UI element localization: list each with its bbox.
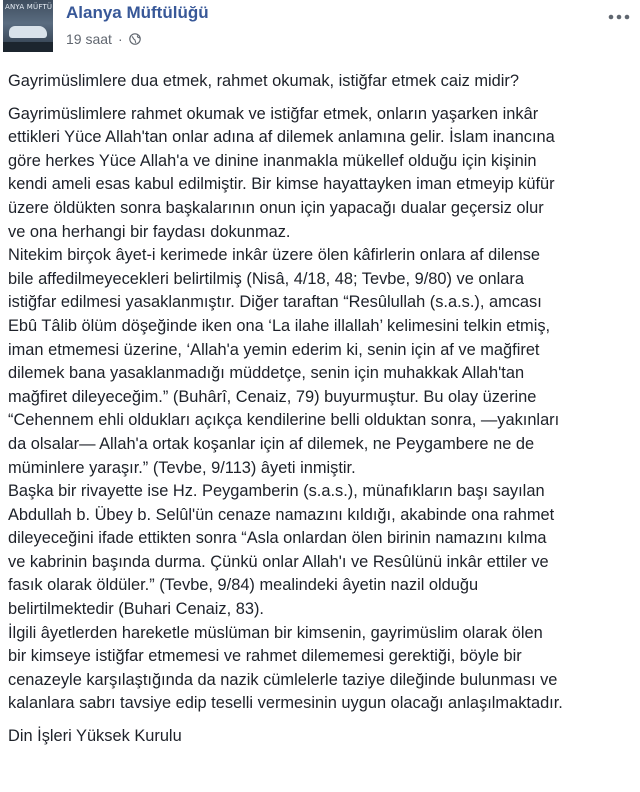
avatar-road-image: [3, 42, 53, 52]
page-avatar[interactable]: [3, 0, 53, 52]
meta-separator: ·: [117, 31, 123, 47]
post-body: [8, 70, 632, 749]
avatar-logo-text: ANYA MÜFTÜ: [5, 3, 53, 11]
post-meta: [66, 31, 141, 47]
post-paragraph-3: Başka bir rivayette ise Hz. Peygamberin (s.a.s.), münafıkların başı sayılan Abdullah b. Übey b. Selûl'ün cenaze namazını kıldığı, akabinde ona rahmet dileyeceğini ifade ettikten sonra “Asla onlardan ölen birinin namazını kılma ve kabrinin başında durma. Çünkü onlar Allah'ı ve Resûlünü inkâr ettiler ve fasık olarak öldüler.” (Tevbe, 9/84) mealindeki âyetin nazil olduğu belirtilmektedir (Buhari Cenaiz, 83).: [8, 482, 555, 619]
post-header: [0, 0, 640, 60]
post-paragraph-1: Gayrimüslimlere rahmet okumak ve istiğfar etmek, onların yaşarken inkâr ettikleri Yüce Allah'tan onlar adına af dilemek anlamına gelir. İslam inancına göre herkes Yüce Allah'a ve dinine inanmakla mükellef olduğu için kişinin kendi ameli esas kabul edilmiştir. Bir kimse hayattayken iman etmeyip küfür üzere öldükten sonra başkalarının onun için yapacağı dualar geçersiz olur ve ona herhangi bir faydası dokunmaz.: [8, 104, 555, 241]
globe-icon[interactable]: [129, 33, 141, 45]
avatar-vehicle-image: [9, 26, 47, 38]
post-signature: Din İşleri Yüksek Kurulu: [8, 727, 182, 746]
post-paragraph-2: Nitekim birçok âyet-i kerimede inkâr üzere ölen kâfirlerin onlara af dilense bile affedilmeyecekleri belirtilmiş (Nisâ, 4/18, 48; Tevbe, 9/80) ve onlara istiğfar edilmesi yasaklanmıştır. Diğer taraftan “Resûlullah (s.a.s.), amcası Ebû Tâlib ölüm döşeğinde iken ona ‘La ilahe illallah’ kelimesini telkin etmiş, iman etmemesi üzerine, ‘Allah'a yemin ederim ki, senin için af ve mağfiret dilemek bana yasaklanmadığı müddetçe, senin için muhakkak Allah'tan mağfiret dileyeceğim.” (Buhârî, Cenaiz, 79) buyurmuştur. Bu olay üzerine “Cehennem ehli oldukları açıkça kendilerine belli olduktan sonra, —yakınları da olsalar— Allah'a ortak koşanlar için af dilemek, ne Peygambere ne de müminlere yaraşır.” (Tevbe, 9/113) âyeti inmiştir.: [8, 246, 560, 477]
more-options-icon[interactable]: [606, 10, 632, 24]
post-question: Gayrimüslimlere dua etmek, rahmet okumak, istiğfar etmek caiz midir?: [8, 72, 519, 90]
post-timestamp[interactable]: 19 saat: [66, 31, 112, 47]
page-name-link[interactable]: Alanya Müftülüğü: [66, 3, 209, 22]
post-paragraph-4: İlgili âyetlerden hareketle müslüman bir kimsenin, gayrimüslim olarak ölen bir kimseye istiğfar etmemesi ve rahmet dilememesi gerektiği, böyle bir cenazeyle karşılaştığında da nazik cümlelerle taziye dileğinde bulunması ve kalanlara sabrı tavsiye edip teselli vermesinin uygun olacağı anlaşılmaktadır.: [8, 623, 563, 713]
